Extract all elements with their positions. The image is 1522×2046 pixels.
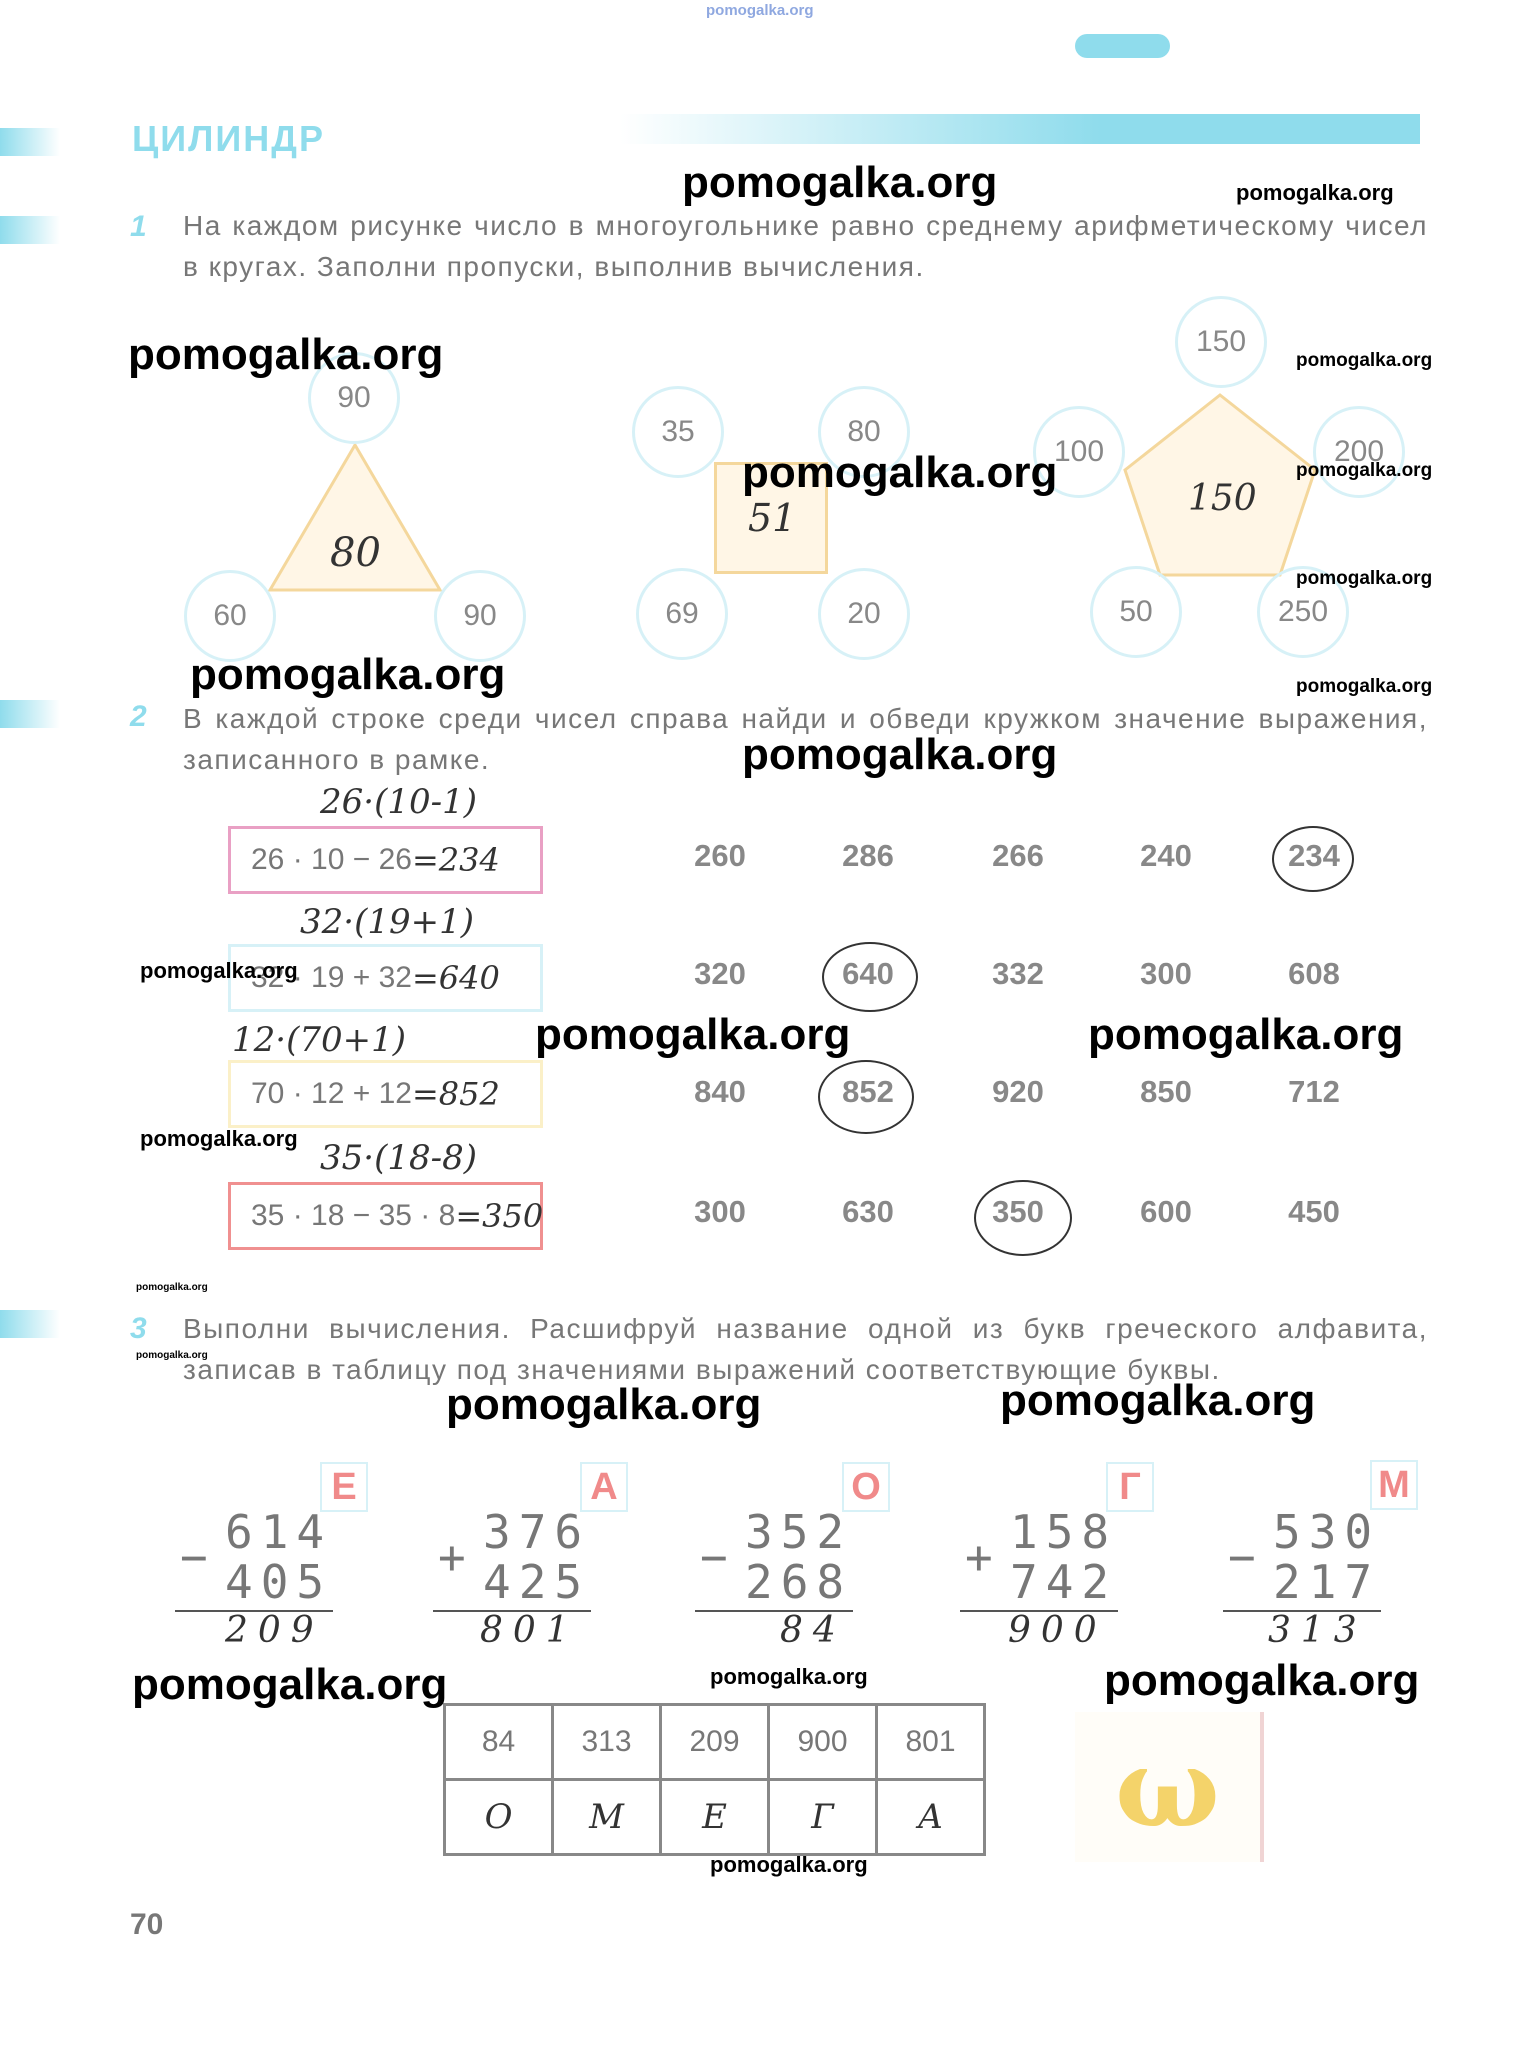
pentagon-circle-left: 100 [1033, 406, 1125, 498]
row3-answer-ring [818, 1060, 914, 1134]
edge-bar [0, 700, 60, 728]
watermark: pomogalka.org [1296, 676, 1433, 697]
row2-hint: 32·(19+1) [300, 902, 474, 942]
row1-option-circled[interactable]: 234 [1288, 838, 1340, 873]
triangle-circle-top: 90 [308, 352, 400, 444]
column2-top-number: 376 [483, 1505, 591, 1559]
watermark: pomogalka.org [1088, 1010, 1404, 1059]
watermark: pomogalka.org [136, 1350, 208, 1361]
row1-hint: 26·(10-1) [320, 782, 477, 822]
row3-option[interactable]: 850 [1140, 1074, 1192, 1109]
top-site-label: pomogalka.org [706, 2, 814, 19]
pentagon-circle-br: 250 [1257, 566, 1349, 658]
column1-top-number: 614 [225, 1505, 333, 1559]
row3-option[interactable]: 712 [1288, 1074, 1340, 1109]
column4-operator: + [965, 1530, 1001, 1584]
task3-number: 3 [130, 1312, 147, 1345]
row2-option-circled[interactable]: 640 [842, 956, 894, 991]
watermark: pomogalka.org [128, 330, 444, 379]
row1-expression-box [228, 826, 543, 894]
watermark: pomogalka.org [535, 1010, 851, 1059]
row4-option[interactable]: 600 [1140, 1194, 1192, 1229]
page-number: 70 [130, 1908, 164, 1941]
row1-option[interactable]: 266 [992, 838, 1044, 873]
table-value: 209 [661, 1705, 769, 1780]
watermark: pomogalka.org [1236, 180, 1394, 205]
column2-result: 801 [480, 1610, 579, 1651]
table-letter-input[interactable]: М [553, 1780, 661, 1855]
edge-bar [0, 216, 60, 244]
column4-bottom-number: 742 [1010, 1555, 1118, 1609]
omega-symbol: ω [1115, 1722, 1220, 1852]
column5-result: 313 [1268, 1610, 1367, 1651]
row4-option[interactable]: 450 [1288, 1194, 1340, 1229]
watermark: pomogalka.org [140, 958, 298, 983]
column2-letter: А [580, 1462, 628, 1512]
table-value: 900 [769, 1705, 877, 1780]
task2-text: В каждой строке среди чисел справа найди и обведи кружком значение выражения, записанного в рамке. [183, 703, 1428, 775]
column2-bottom-number: 425 [483, 1555, 591, 1609]
pentagon-circle-top: 150 [1175, 296, 1267, 388]
column2-operator: + [438, 1530, 474, 1584]
column5-top-number: 530 [1273, 1505, 1381, 1559]
column4-letter: Г [1106, 1462, 1154, 1512]
table-value: 84 [445, 1705, 553, 1780]
task1-number: 1 [130, 210, 147, 243]
table-letter-input[interactable]: О [445, 1780, 553, 1855]
row4-answer-ring [974, 1180, 1072, 1256]
watermark: pomogalka.org [446, 1380, 762, 1429]
pentagon-circle-bl: 50 [1090, 566, 1182, 658]
answer-table-letters-row [445, 1780, 985, 1855]
watermark: pomogalka.org [132, 1660, 448, 1709]
square-circle-br: 20 [818, 568, 910, 660]
row4-option[interactable]: 300 [694, 1194, 746, 1229]
row4-option-circled[interactable]: 350 [992, 1194, 1044, 1229]
column1-result: 209 [225, 1610, 324, 1651]
column5-letter: М [1370, 1460, 1418, 1510]
column5-operator: − [1228, 1530, 1264, 1584]
edge-bar [0, 128, 60, 156]
triangle-circle-left: 60 [184, 570, 276, 662]
row4-answer: =350 [455, 1197, 544, 1235]
watermark: pomogalka.org [710, 1852, 868, 1877]
watermark: pomogalka.org [1296, 568, 1433, 589]
watermark: pomogalka.org [1296, 460, 1433, 481]
row3-expression: 70 · 12 + 12 [251, 1077, 412, 1110]
column3-operator: − [700, 1530, 736, 1584]
task1-text: На каждом рисунке число в многоугольнике равно среднему арифметическому чисел в кругах. Заполни пропуски, выполнив вычисления. [183, 210, 1428, 282]
column3-top-number: 352 [745, 1505, 853, 1559]
row3-answer: =852 [411, 1075, 500, 1113]
table-letter-input[interactable]: Е [661, 1780, 769, 1855]
top-blob [1075, 34, 1170, 58]
row2-option[interactable]: 608 [1288, 956, 1340, 991]
watermark: pomogalka.org [742, 448, 1058, 497]
watermark: pomogalka.org [1104, 1656, 1420, 1705]
answer-table [443, 1703, 986, 1856]
row4-expression: 35 · 18 − 35 · 8 [251, 1199, 456, 1232]
omega-symbol-card [1075, 1712, 1264, 1862]
row3-option-circled[interactable]: 852 [842, 1074, 894, 1109]
task3-text: Выполни вычисления. Расшифруй название одной из букв греческого алфавита, записав в таблицу под значениями выражений соответствующие буквы. [183, 1313, 1428, 1385]
table-letter-input[interactable]: А [877, 1780, 985, 1855]
row1-answer-ring [1272, 826, 1354, 892]
row2-option[interactable]: 300 [1140, 956, 1192, 991]
square-circle-bl: 69 [636, 568, 728, 660]
row2-option[interactable]: 320 [694, 956, 746, 991]
column4-result: 900 [1008, 1610, 1107, 1651]
row2-answer: =640 [411, 959, 500, 997]
watermark: pomogalka.org [742, 730, 1058, 779]
row1-option[interactable]: 286 [842, 838, 894, 873]
watermark: pomogalka.org [710, 1664, 868, 1689]
watermark: pomogalka.org [136, 1282, 208, 1293]
square-answer: 51 [748, 496, 797, 540]
heading-bar [620, 114, 1420, 144]
column3-letter: О [842, 1462, 890, 1512]
pentagon-circle-right: 200 [1313, 406, 1405, 498]
row2-option[interactable]: 332 [992, 956, 1044, 991]
watermark: pomogalka.org [682, 158, 998, 207]
square-circle-tl: 35 [632, 386, 724, 478]
row3-hint: 12·(70+1) [232, 1020, 406, 1060]
row3-option[interactable]: 840 [694, 1074, 746, 1109]
row3-expression-box [228, 1060, 543, 1128]
triangle-circle-right: 90 [434, 570, 526, 662]
answer-table-values-row [445, 1705, 985, 1780]
column1-operator: − [180, 1530, 216, 1584]
square-circle-tr: 80 [818, 386, 910, 478]
triangle-figure [260, 440, 450, 600]
page-heading: ЦИЛИНДР [132, 118, 325, 159]
table-value: 801 [877, 1705, 985, 1780]
triangle-answer: 80 [330, 530, 381, 576]
row4-hint: 35·(18-8) [320, 1138, 477, 1178]
watermark: pomogalka.org [1296, 350, 1433, 371]
task2-number: 2 [130, 700, 147, 733]
column4-top-number: 158 [1010, 1505, 1118, 1559]
column3-bottom-number: 268 [745, 1555, 853, 1609]
row1-answer: =234 [411, 841, 500, 879]
pentagon-answer: 150 [1188, 478, 1257, 519]
row2-expression: 32 · 19 + 32 [251, 961, 412, 994]
watermark: pomogalka.org [140, 1126, 298, 1151]
row1-option[interactable]: 260 [694, 838, 746, 873]
row1-option[interactable]: 240 [1140, 838, 1192, 873]
watermark: pomogalka.org [1000, 1376, 1316, 1425]
watermark: pomogalka.org [190, 650, 506, 699]
row4-option[interactable]: 630 [842, 1194, 894, 1229]
row1-expression: 26 · 10 − 26 [251, 843, 412, 876]
column3-result: 84 [780, 1610, 846, 1651]
row2-answer-ring [822, 942, 918, 1012]
column1-bottom-number: 405 [225, 1555, 333, 1609]
edge-bar [0, 1310, 60, 1338]
row4-expression-box [228, 1182, 543, 1250]
table-letter-input[interactable]: Г [769, 1780, 877, 1855]
column5-bottom-number: 217 [1273, 1555, 1381, 1609]
table-value: 313 [553, 1705, 661, 1780]
column1-letter: Е [320, 1462, 368, 1512]
row3-option[interactable]: 920 [992, 1074, 1044, 1109]
